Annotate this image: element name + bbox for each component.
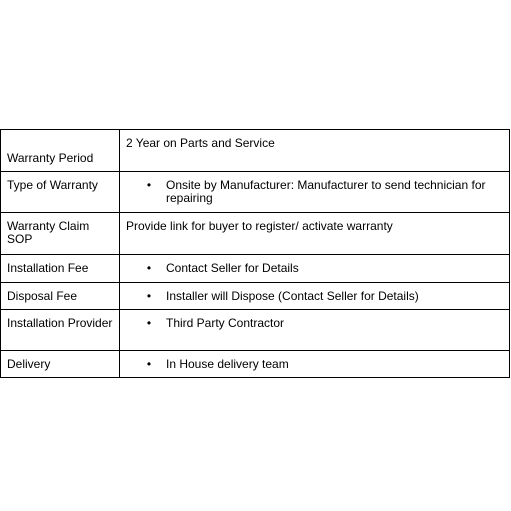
warranty-info-table [0,129,510,378]
label-cell [1,351,120,378]
bullet-icon: • [146,178,152,192]
table-row-warranty-claim-sop [1,213,510,255]
value-cell [120,172,510,213]
bullet-icon: • [146,289,152,303]
row-value: In House delivery team [166,357,289,371]
row-label: Disposal Fee [7,289,78,303]
row-label: Delivery [7,357,51,371]
bullet-item [120,255,509,275]
value-cell [120,283,510,310]
table-row-delivery [1,351,510,378]
value-cell [120,213,510,255]
label-cell [1,172,120,213]
bullet-item [120,351,509,371]
label-cell [1,213,120,255]
bullet-icon: • [146,357,152,371]
table-body [1,130,510,378]
label-cell [1,130,120,172]
row-label: Type of Warranty [7,178,98,192]
bullet-item [120,310,509,330]
label-cell [1,310,120,351]
value-cell [120,351,510,378]
row-value: Provide link for buyer to register/ activate warranty [126,219,393,233]
row-value: Contact Seller for Details [166,261,299,275]
row-value: Third Party Contractor [166,316,285,330]
value-cell [120,255,510,283]
table-row-type-of-warranty [1,172,510,213]
bullet-icon: • [146,316,152,330]
table-row-installation-provider [1,310,510,351]
label-cell [1,255,120,283]
row-label: Warranty Period [7,151,94,165]
bullet-item [120,283,509,303]
row-label: Installation Provider [7,316,113,330]
bullet-item [120,172,509,205]
row-label: Warranty Claim SOP [7,219,90,246]
value-cell [120,310,510,351]
row-value: Installer will Dispose (Contact Seller for Details) [166,289,419,303]
label-cell [1,283,120,310]
table-row-installation-fee [1,255,510,283]
row-value: Onsite by Manufacturer: Manufacturer to send technician for repairing [166,178,486,205]
table-row-disposal-fee [1,283,510,310]
value-cell [120,130,510,172]
table-row-warranty-period [1,130,510,172]
row-label: Installation Fee [7,261,89,275]
row-value: 2 Year on Parts and Service [126,136,275,150]
bullet-icon: • [146,261,152,275]
